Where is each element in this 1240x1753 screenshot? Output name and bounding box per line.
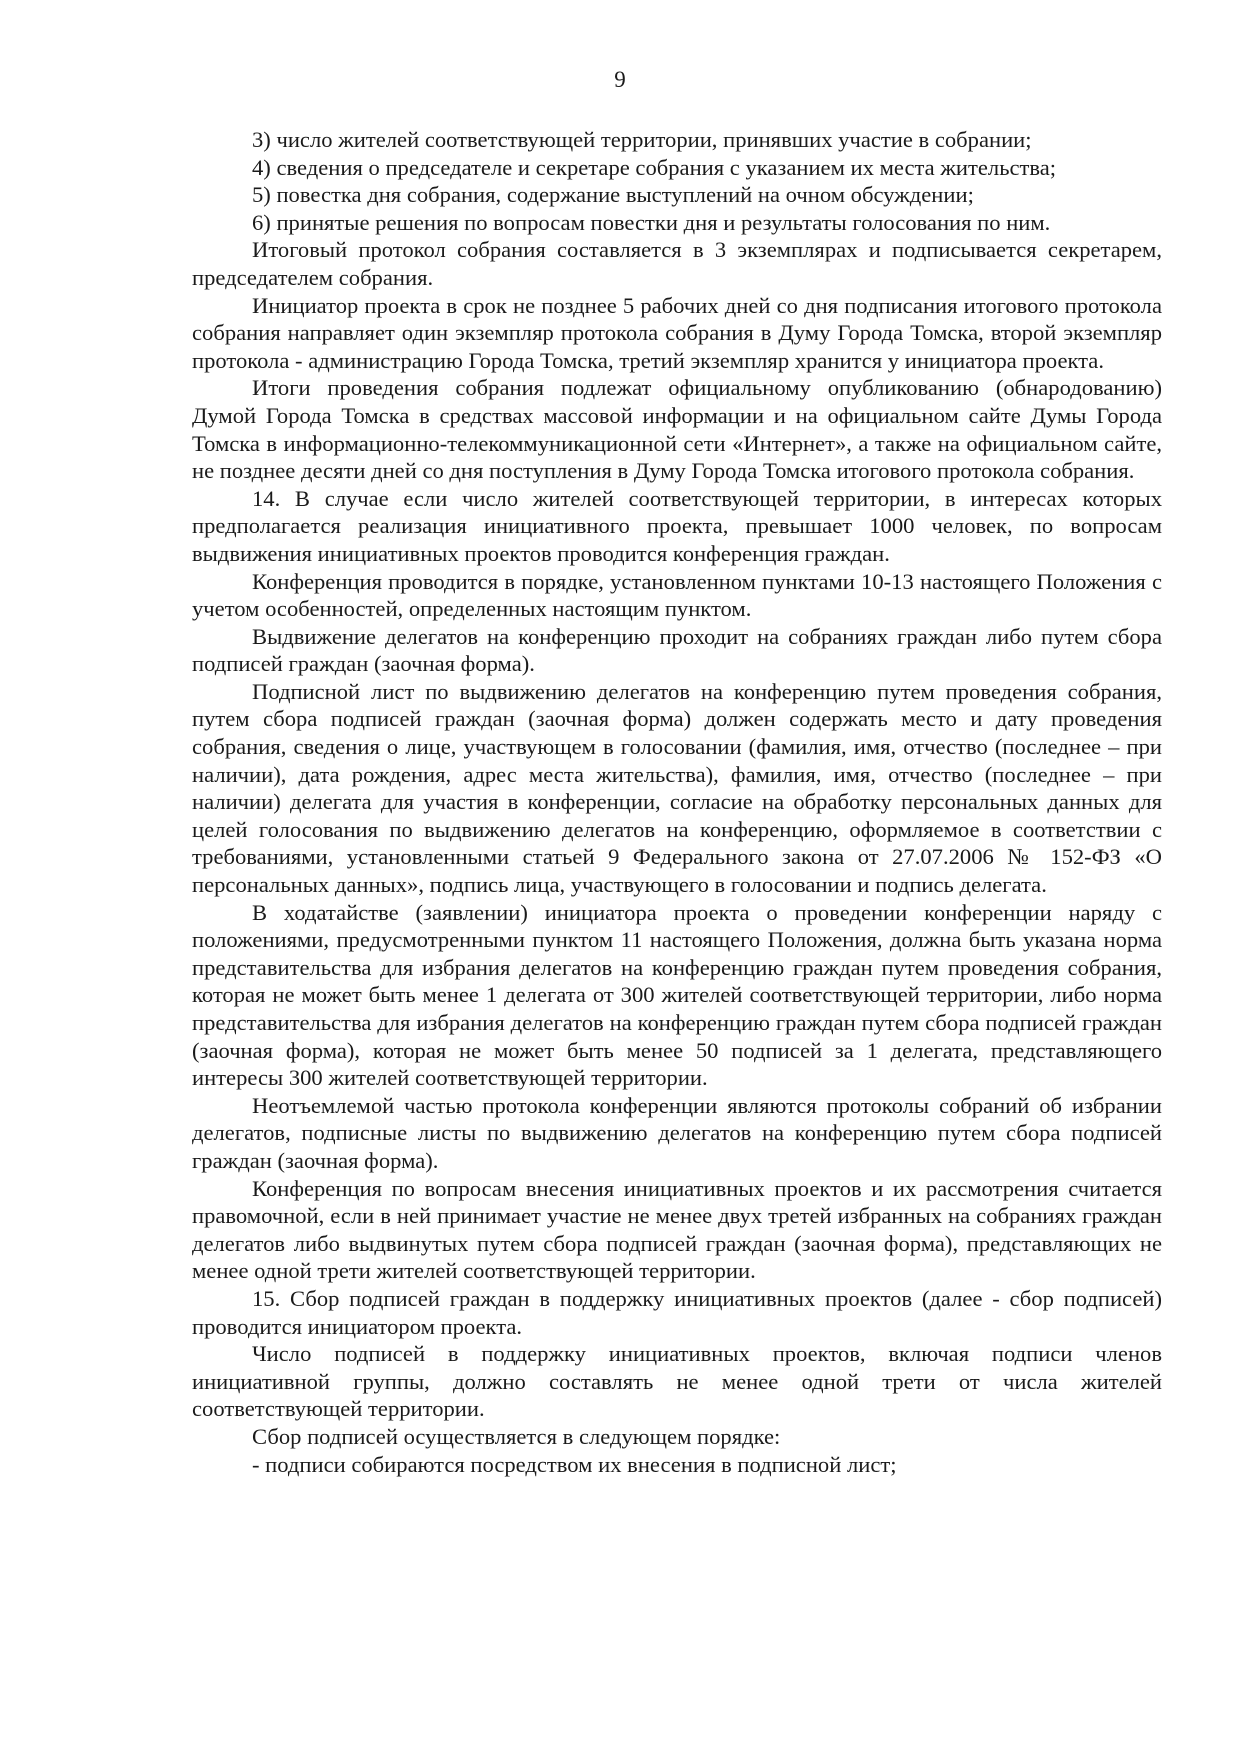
paragraph-quorum: Конференция по вопросам внесения инициативных проектов и их рассмотрения считается правомочной, если в ней принимает участие не менее двух третей избранных на собраниях граждан делегатов либо выдвинутых путем сбора подписей граждан (заочная форма), представляющих не менее одной трети жителей соответствующей территории. <box>192 1175 1162 1284</box>
paragraph-delegate-nomination: Выдвижение делегатов на конференцию проходит на собраниях граждан либо путем сбора подписей граждан (заочная форма). <box>192 623 1162 677</box>
list-item-5: 5) повестка дня собрания, содержание выступлений на очном обсуждении; <box>252 182 974 208</box>
paragraph-collection-step: - подписи собираются посредством их внесения в подписной лист; <box>252 1451 897 1477</box>
list-item-4: 4) сведения о председателе и секретаре собрания с указанием их места жительства; <box>252 154 1057 180</box>
paragraph-protocol-parts: Неотъемлемой частью протокола конференции являются протоколы собраний об избрании делегатов, подписные листы по выдвижению делегатов на конференцию путем сбора подписей граждан (заочная форма). <box>192 1092 1162 1173</box>
paragraph-signature-count: Число подписей в поддержку инициативных проектов, включая подписи членов инициативной группы, должно составлять не менее одной трети от числа жителей соответствующей территории. <box>192 1341 1162 1422</box>
paragraph-final-protocol: Итоговый протокол собрания составляется в 3 экземплярах и подписывается секретарем, председателем собрания. <box>192 237 1162 290</box>
page-number: 9 <box>614 67 626 92</box>
paragraph-clause-14: 14. В случае если число жителей соответствующей территории, в интересах которых предполагается реализация инициативного проекта, превышает 1000 человек, по вопросам выдвижения инициативных проектов проводится конференция граждан. <box>192 485 1162 566</box>
document-body <box>192 126 1162 1478</box>
list-item-6: 6) принятые решения по вопросам повестки дня и результаты голосования по ним. <box>252 209 1051 235</box>
paragraph-clause-15: 15. Сбор подписей граждан в поддержку инициативных проектов (далее - сбор подписей) проводится инициатором проекта. <box>192 1285 1162 1339</box>
paragraph-signature-sheet: Подписной лист по выдвижению делегатов на конференцию путем проведения собрания, путем сбора подписей граждан (заочная форма) должен содержать место и дату проведения собрания, сведения о лице, участвующем в голосовании (фамилия, имя, отчество (последнее – при наличии), дата рождения, адрес места жительства), фамилия, имя, отчество (последнее – при наличии) делегата для участия в конференции, согласие на обработку персональных данных для целей голосования по выдвижению делегатов на конференцию, оформляемое в соответствии с требованиями, установленными статьей 9 Федерального закона от 27.07.2006 № 152-ФЗ «О персональных данных», подпись лица, участвующего в голосовании и подпись делегата. <box>192 678 1162 898</box>
paragraph-petition-norms: В ходатайстве (заявлении) инициатора проекта о проведении конференции наряду с положениями, предусмотренными пунктом 11 настоящего Положения, должна быть указана норма представительства для избрания делегатов на конференцию граждан путем проведения собрания, которая не может быть менее 1 делегата от 300 жителей соответствующей территории, либо норма представительства для избрания делегатов на конференцию граждан путем сбора подписей граждан (заочная форма), которая не может быть менее 50 подписей за 1 делегата, представляющего интересы 300 жителей соответствующей территории. <box>192 899 1162 1091</box>
list-item-3: 3) число жителей соответствующей территории, принявших участие в собрании; <box>252 127 1032 152</box>
paragraph-conference-procedure: Конференция проводится в порядке, установленном пунктами 10-13 настоящего Положения с учетом особенностей, определенных настоящим пунктом. <box>192 568 1162 622</box>
paragraph-protocol-distribution: Инициатор проекта в срок не позднее 5 рабочих дней со дня подписания итогового протокола собрания направляет один экземпляр протокола собрания в Думу Города Томска, второй экземпляр протокола - администрацию Города Томска, третий экземпляр хранится у инициатора проекта. <box>192 292 1162 373</box>
paragraph-publication: Итоги проведения собрания подлежат официальному опубликованию (обнародованию) Думой Города Томска в средствах массовой информации и на официальном сайте Думы Города Томска в информационно-телекоммуникационной сети «Интернет», а также на официальном сайте, не позднее десяти дней со дня поступления в Думу Города Томска итогового протокола собрания. <box>192 375 1162 484</box>
paragraph-collection-order: Сбор подписей осуществляется в следующем порядке: <box>252 1423 781 1449</box>
